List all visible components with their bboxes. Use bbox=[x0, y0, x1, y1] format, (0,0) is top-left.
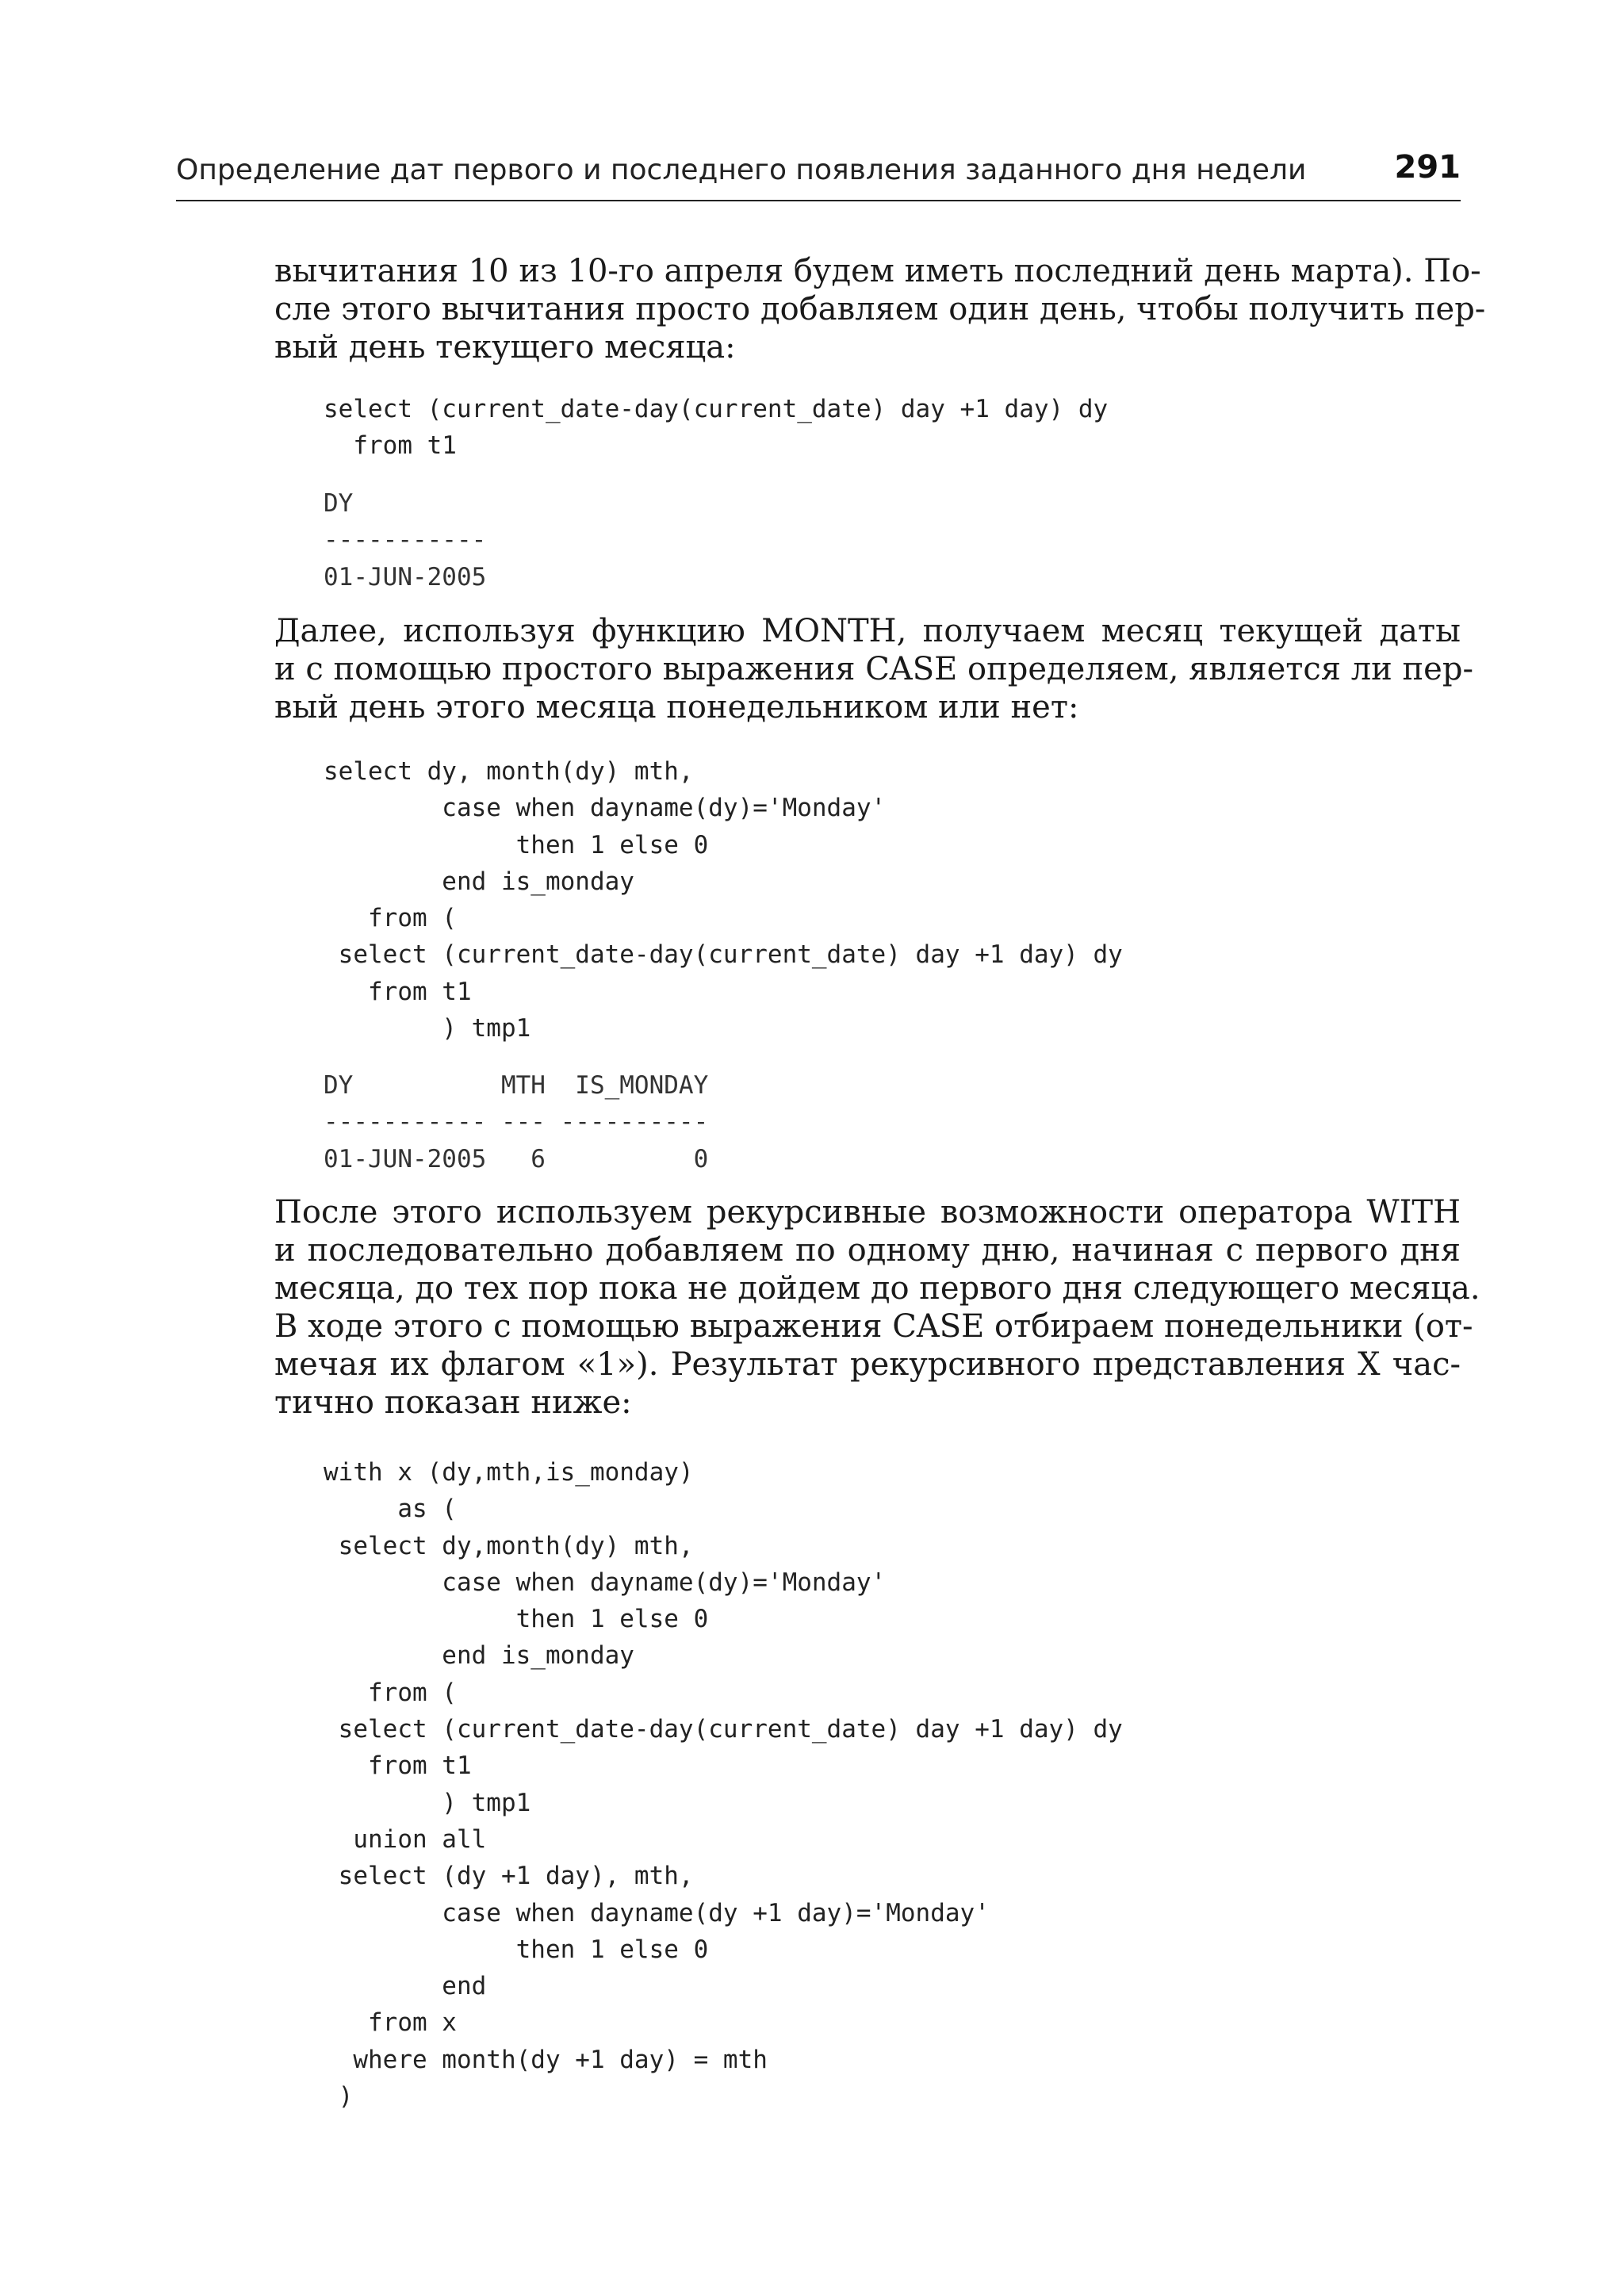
output-line: DY bbox=[324, 489, 354, 518]
code-line: from ( bbox=[324, 1678, 457, 1707]
paragraph-line: и последовательно добавляем по одному дню, начиная с первого дня bbox=[274, 1232, 1461, 1269]
paragraph-line: месяца, до тех пор пока не дойдем до первого дня следующего месяца. bbox=[274, 1270, 1480, 1307]
output-line: 01-JUN-2005 bbox=[324, 562, 487, 591]
query-output-1 bbox=[324, 485, 486, 595]
code-line: from ( bbox=[324, 904, 457, 933]
output-line: 01-JUN-2005 6 0 bbox=[324, 1144, 709, 1173]
code-line: then 1 else 0 bbox=[324, 830, 709, 859]
code-line: select (current_date-day(current_date) day +1 day) dy bbox=[324, 395, 1109, 423]
output-line: DY MTH IS_MONDAY bbox=[324, 1071, 709, 1100]
code-line: then 1 else 0 bbox=[324, 1935, 709, 1964]
code-line: ) tmp1 bbox=[324, 1014, 531, 1043]
code-line: ) bbox=[324, 2082, 354, 2111]
code-line: select dy,month(dy) mth, bbox=[324, 1531, 694, 1560]
paragraph-line: тично показан ниже: bbox=[274, 1384, 632, 1421]
query-output-2 bbox=[324, 1067, 708, 1177]
output-line: ----------- --- ---------- bbox=[324, 1108, 709, 1137]
code-line: as ( bbox=[324, 1495, 457, 1524]
code-line: select (current_date-day(current_date) day +1 day) dy bbox=[324, 1715, 1123, 1744]
code-line: end is_monday bbox=[324, 1641, 634, 1671]
code-line: from t1 bbox=[324, 431, 457, 461]
paragraph-line: Далее, используя функцию MONTH, получаем месяц текущей даты bbox=[274, 613, 1461, 649]
paragraph-2 bbox=[274, 612, 1473, 726]
paragraph-line: В ходе этого с помощью выражения CASE отбираем понедельники (от- bbox=[274, 1308, 1473, 1345]
code-line: select (dy +1 day), mth, bbox=[324, 1862, 694, 1891]
code-line: case when dayname(dy)='Monday' bbox=[324, 1568, 887, 1597]
paragraph-line: сле этого вычитания просто добавляем один день, чтобы получить пер- bbox=[274, 291, 1486, 327]
code-block-3 bbox=[324, 1454, 1123, 2115]
output-line: ----------- bbox=[324, 526, 487, 555]
code-line: select dy, month(dy) mth, bbox=[324, 757, 694, 786]
code-line: select (current_date-day(current_date) day +1 day) dy bbox=[324, 940, 1123, 970]
paragraph-line: После этого используем рекурсивные возможности оператора WITH bbox=[274, 1194, 1461, 1231]
page-number: 291 bbox=[1394, 149, 1461, 186]
code-line: then 1 else 0 bbox=[324, 1605, 709, 1634]
code-line: where month(dy +1 day) = mth bbox=[324, 2045, 768, 2074]
paragraph-1 bbox=[274, 252, 1486, 366]
code-line: from t1 bbox=[324, 1751, 472, 1781]
paragraph-line: и с помощью простого выражения CASE определяем, является ли пер- bbox=[274, 651, 1473, 687]
running-header bbox=[176, 149, 1461, 201]
code-line: case when dayname(dy +1 day)='Monday' bbox=[324, 1898, 990, 1927]
code-block-1 bbox=[324, 391, 1108, 465]
code-line: ) tmp1 bbox=[324, 1788, 531, 1817]
paragraph-line: вый день текущего месяца: bbox=[274, 329, 736, 366]
code-line: from t1 bbox=[324, 977, 472, 1006]
code-line: union all bbox=[324, 1824, 487, 1854]
chapter-section-title: Определение дат первого и последнего появления заданного дня недели bbox=[176, 154, 1307, 186]
code-line: case when dayname(dy)='Monday' bbox=[324, 794, 887, 823]
paragraph-line: вый день этого месяца понедельником или нет: bbox=[274, 689, 1079, 725]
paragraph-line: вычитания 10 из 10-го апреля будем иметь последний день марта). По- bbox=[274, 253, 1481, 289]
paragraph-3 bbox=[274, 1193, 1480, 1422]
code-line: from x bbox=[324, 2008, 457, 2038]
code-line: end is_monday bbox=[324, 867, 634, 896]
paragraph-line: мечая их флагом «1»). Результат рекурсивного представления X час- bbox=[274, 1346, 1461, 1383]
code-line: end bbox=[324, 1972, 487, 2001]
code-line: with x (dy,mth,is_monday) bbox=[324, 1458, 694, 1487]
code-block-2 bbox=[324, 753, 1123, 1047]
